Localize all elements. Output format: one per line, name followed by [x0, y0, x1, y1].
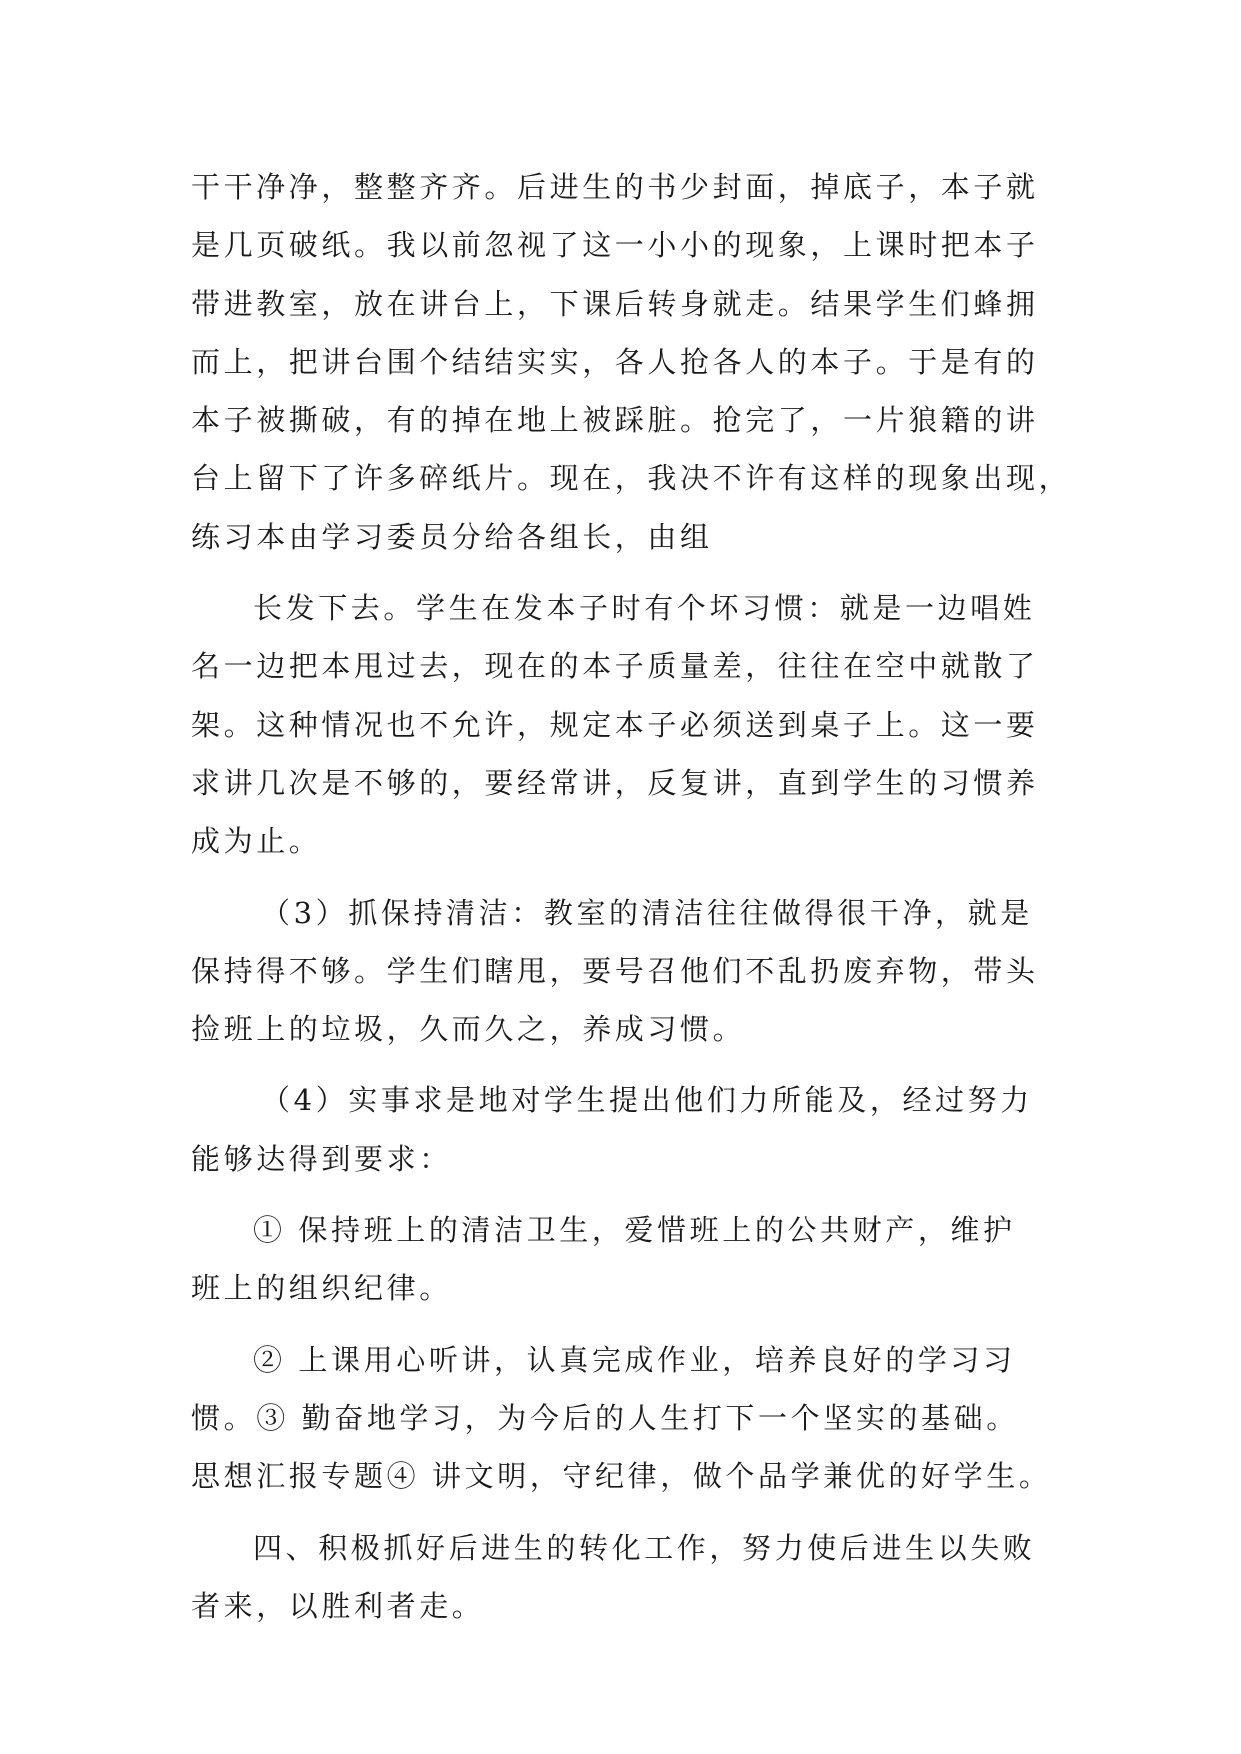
text-line: ② 上课用心听讲，认真完成作业，培养良好的学习习: [253, 1342, 1016, 1377]
text-line: 捡班上的垃圾，久而久之，养成习惯。: [191, 1012, 746, 1047]
paragraph-4: [191, 1071, 1051, 1188]
text-line: 四、积极抓好后进生的转化工作，努力使后进生以失败: [253, 1530, 1036, 1565]
document-body: [191, 158, 1072, 1635]
paragraph-3: [191, 884, 1051, 1059]
text-line: 本子被撕破，有的掉在地上被踩脏。抢完了，一片狼籍的讲: [191, 403, 1039, 438]
text-line: 保持得不够。学生们瞎甩，要号召他们不乱扔废弃物，带头: [191, 953, 1039, 988]
text-line: 架。这种情况也不允许，规定本子必须送到桌子上。这一要: [191, 707, 1039, 742]
text-line: 班上的组织纪律。: [191, 1271, 452, 1306]
text-line: 干干净净，整整齐齐。后进生的书少封面，掉底子，本子就: [191, 170, 1039, 204]
text-line: 长发下去。学生在发本子时有个坏习惯：就是一边唱姓: [253, 591, 1036, 626]
text-line: 带进教室，放在讲台上，下课后转身就走。结果学生们蜂拥: [191, 286, 1039, 321]
paragraph-5: [191, 1201, 1051, 1318]
text-line: （4）实事求是地对学生提出他们力所能及，经过努力: [261, 1083, 1033, 1118]
paragraph-6: [191, 1331, 1051, 1506]
text-line: 思想汇报专题④ 讲文明，守纪律，做个品学兼优的好学生。: [191, 1459, 1052, 1494]
text-line: 名一边把本甩过去，现在的本子质量差，往往在空中就散了: [191, 649, 1039, 684]
text-line: 练习本由学习委员分给各组长，由组: [191, 519, 713, 554]
text-line: 成为止。: [191, 824, 322, 859]
text-line: 台上留下了许多碎纸片。现在，我决不许有这样的现象出现，: [191, 461, 1072, 496]
text-line: 能够达得到要求：: [191, 1141, 452, 1176]
text-line: ① 保持班上的清洁卫生，爱惜班上的公共财产，维护: [253, 1213, 1016, 1248]
text-line: 求讲几次是不够的，要经常讲，反复讲，直到学生的习惯养: [191, 765, 1039, 800]
text-line: 者来，以胜利者走。: [191, 1588, 485, 1623]
text-line: 是几页破纸。我以前忽视了这一小小的现象，上课时把本子: [191, 228, 1039, 263]
text-line: 而上，把讲台围个结结实实，各人抢各人的本子。于是有的: [191, 344, 1039, 379]
paragraph-2: [191, 579, 1051, 870]
paragraph-1: [191, 158, 1072, 566]
text-line: （3）抓保持清洁：教室的清洁往往做得很干净，就是: [261, 895, 1033, 930]
text-line: 惯。③ 勤奋地学习，为今后的人生打下一个坚实的基础。: [191, 1400, 1019, 1435]
paragraph-7: [191, 1519, 1051, 1636]
